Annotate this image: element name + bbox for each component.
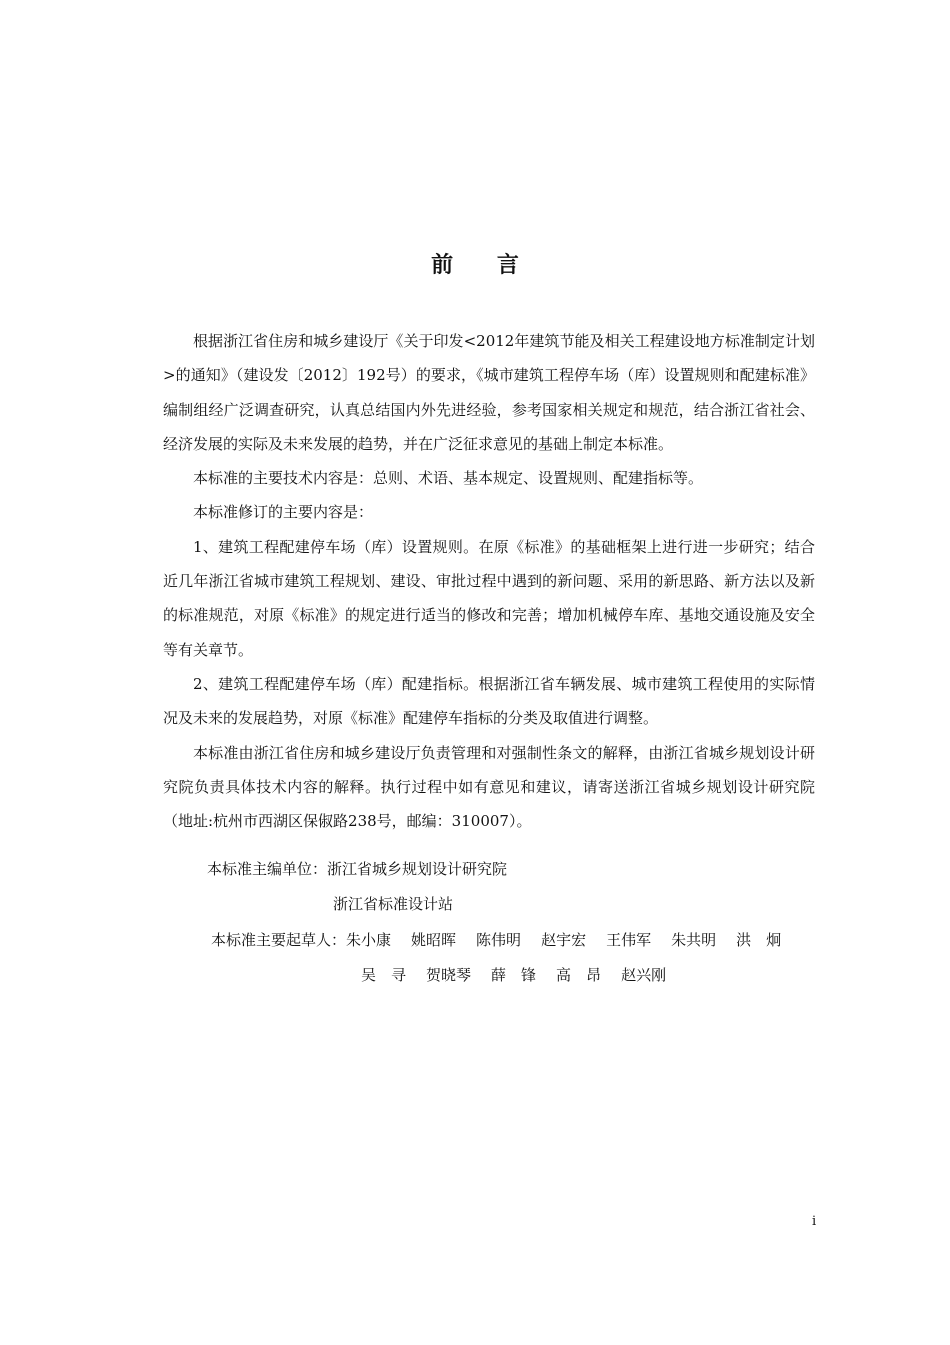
paragraph-revision-2: 2、建筑工程配建停车场（库）配建指标。根据浙江省车辆发展、城市建筑工程使用的实际情况及未来的发展趋势，对原《标准》配建停车指标的分类及取值进行调整。 (163, 674, 815, 728)
chief-unit-1: 浙江省城乡规划设计研究院 (327, 860, 508, 878)
paragraph-management: 本标准由浙江省住房和城乡建设厅负责管理和对强制性条文的解释，由浙江省城乡规划设计研究院负责具体技术内容的解释。执行过程中如有意见和建议，请寄送浙江省城乡规划设计研究院（地址:杭州市西湖区保俶路238号，邮编：310007）。 (163, 743, 815, 831)
chief-unit-line-2 (333, 893, 453, 914)
paragraph-revision-intro: 本标准修订的主要内容是： (193, 503, 374, 522)
drafter-name: 赵兴刚 (621, 966, 667, 984)
page-title: 前 言 (431, 252, 537, 278)
drafter-name: 吴 寻 (361, 966, 407, 984)
paragraph-basis: 根据浙江省住房和城乡建设厅《关于印发<2012年建筑节能及相关工程建设地方标准制定计划>的通知》（建设发〔2012〕192号）的要求，《城市建筑工程停车场（库）设置规则和配建标准》编制组经广泛调查研究，认真总结国内外先进经验，参考国家相关规定和规范，结合浙江省社会、经济发展的实际及未来发展的趋势，并在广泛征求意见的基础上制定本标准。 (163, 332, 815, 453)
drafter-name: 朱共明 (671, 931, 717, 949)
paragraph-main-content: 本标准的主要技术内容是：总则、术语、基本规定、设置规则、配建指标等。 (193, 469, 704, 488)
drafter-name: 姚昭晖 (411, 931, 457, 949)
preface-body (163, 324, 815, 838)
drafter-name: 高 昂 (556, 966, 602, 984)
drafter-name: 洪 炯 (736, 931, 782, 949)
chief-unit-line (207, 858, 507, 879)
drafters-row-2 (361, 964, 686, 985)
drafter-name: 王伟军 (606, 931, 652, 949)
drafter-name: 赵宇宏 (541, 931, 587, 949)
page-number: i (812, 1214, 817, 1229)
drafters-row-1 (211, 929, 801, 950)
drafter-name: 贺晓琴 (426, 966, 472, 984)
drafter-name: 朱小康 (346, 931, 392, 949)
drafter-name: 陈伟明 (476, 931, 522, 949)
paragraph-revision-1: 1、建筑工程配建停车场（库）设置规则。在原《标准》的基础框架上进行进一步研究；结合近几年浙江省城市建筑工程规划、建设、审批过程中遇到的新问题、采用的新思路、新方法以及新的标准规范，对原《标准》的规定进行适当的修改和完善；增加机械停车库、基地交通设施及安全等有关章节。 (163, 537, 815, 659)
chief-unit-2: 浙江省标准设计站 (333, 895, 454, 913)
drafters-label: 本标准主要起草人： (211, 931, 347, 949)
drafter-name: 薛 锋 (491, 966, 537, 984)
chief-unit-label: 本标准主编单位： (207, 860, 328, 878)
